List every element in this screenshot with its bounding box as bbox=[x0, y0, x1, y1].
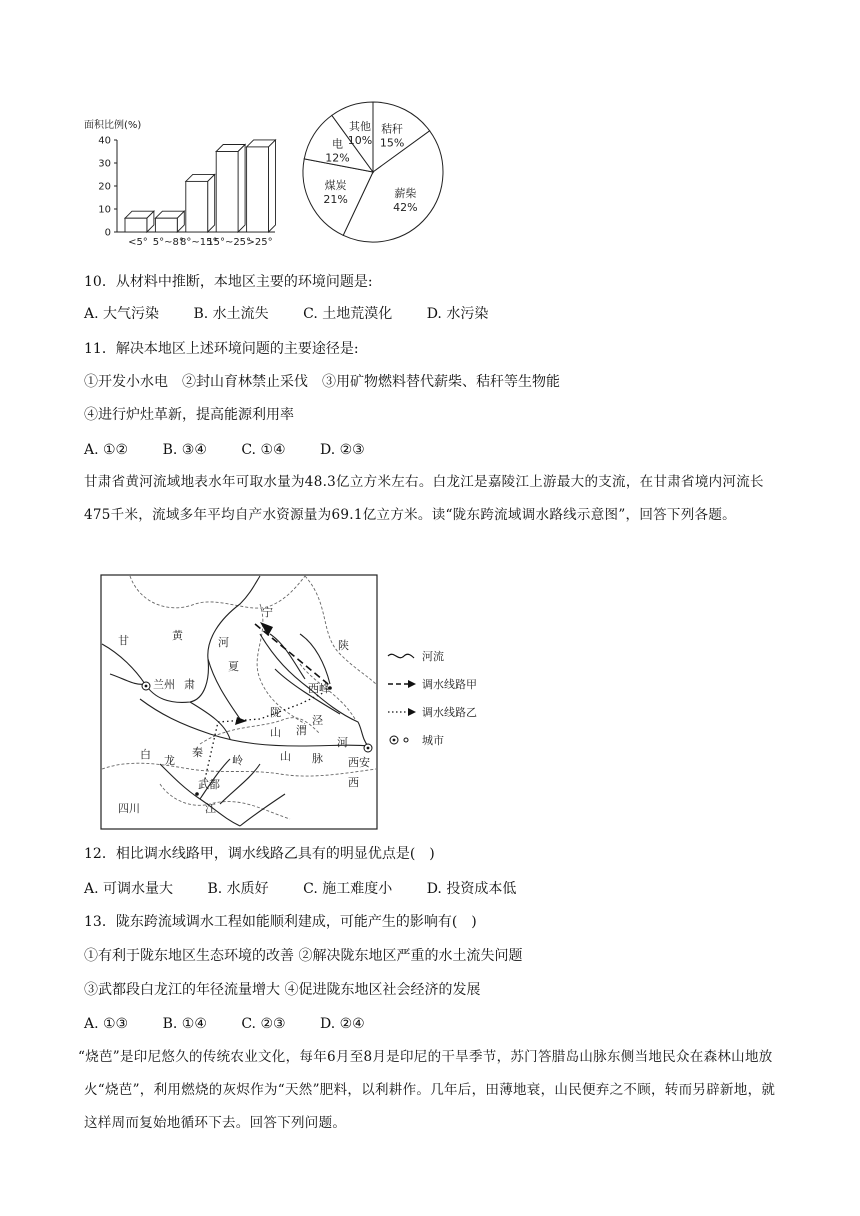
q13-option-c[interactable]: C. ②③ bbox=[241, 1016, 286, 1032]
pie-value-label: 42% bbox=[393, 200, 418, 214]
map-label-mai: 脉 bbox=[312, 752, 323, 765]
city-lanzhou bbox=[142, 682, 150, 690]
y-tick-label: 0 bbox=[104, 227, 111, 239]
legend-city: 城市 bbox=[422, 734, 444, 747]
map-label-long: 陇 bbox=[270, 706, 281, 719]
pie-label: 电 bbox=[332, 137, 344, 151]
x-tick-label: >25° bbox=[246, 237, 273, 248]
q13-option-d[interactable]: D. ②④ bbox=[320, 1016, 365, 1032]
pie-label: 其他 bbox=[349, 120, 372, 134]
map-label-he2: 河 bbox=[337, 736, 348, 749]
q10-stem: 10．从材料中推断，本地区主要的环境问题是: bbox=[84, 274, 373, 290]
bar-chart-ylabel: 面积比例(%) bbox=[84, 120, 142, 131]
map-label-xifeng: 西峰 bbox=[308, 682, 330, 695]
map-label-ning: 宁 bbox=[262, 606, 273, 619]
bar-2 bbox=[186, 174, 215, 232]
q12-stem: 12．相比调水线路甲，调水线路乙具有的明显优点是( ) bbox=[84, 846, 435, 862]
q12-option-c[interactable]: C. 施工难度小 bbox=[303, 881, 393, 897]
map-frame bbox=[101, 575, 377, 829]
map-label-wei: 渭 bbox=[296, 724, 307, 737]
q10-option-c[interactable]: C. 土地荒漠化 bbox=[303, 306, 393, 322]
map-label-xi: 西 bbox=[348, 776, 359, 789]
map-label-jing: 泾 bbox=[312, 714, 323, 727]
q12-option-b[interactable]: B. 水质好 bbox=[207, 881, 269, 897]
q11-items-2: ④进行炉灶革新，提高能源利用率 bbox=[84, 407, 294, 423]
q10-option-d[interactable]: D. 水污染 bbox=[426, 306, 489, 322]
x-tick-label: 5°~8° bbox=[152, 237, 184, 248]
map-label-long2: 龙 bbox=[164, 754, 175, 767]
map-label-bai: 白 bbox=[140, 748, 151, 761]
map-label-xia: 夏 bbox=[228, 660, 239, 673]
q11-stem: 11．解决本地区上述环境问题的主要途径是: bbox=[84, 341, 359, 357]
map-label-sichuan: 四川 bbox=[118, 802, 140, 815]
map-legend bbox=[388, 649, 477, 747]
y-tick-label: 10 bbox=[98, 204, 111, 216]
map-label-qin: 秦 bbox=[192, 746, 203, 759]
city-xian bbox=[364, 744, 372, 752]
map-label-he: 河 bbox=[218, 636, 229, 649]
x-tick-label: 8°~15° bbox=[180, 237, 218, 248]
legend-route-b: 调水线路乙 bbox=[422, 706, 477, 719]
x-tick-label: <5° bbox=[128, 237, 148, 248]
water-transfer-map bbox=[100, 574, 477, 834]
bar-3 bbox=[216, 145, 245, 233]
map-label-shan2: 山 bbox=[280, 750, 291, 763]
pie-label: 秸秆 bbox=[381, 122, 404, 136]
pie-value-label: 15% bbox=[379, 136, 405, 150]
pie-label: 薪柴 bbox=[394, 186, 417, 200]
q11-options bbox=[84, 440, 395, 460]
energy-pie-chart bbox=[290, 98, 460, 248]
legend-river: 河流 bbox=[422, 650, 444, 663]
q11-option-d[interactable]: D. ②③ bbox=[320, 442, 365, 458]
q13-stem: 13．陇东跨流域调水工程如能顺利建成，可能产生的影响有( ) bbox=[84, 914, 477, 930]
bar-0 bbox=[125, 211, 154, 232]
city-wudu bbox=[195, 792, 199, 796]
q13-items-1: ①有利于陇东地区生态环境的改善 ②解决陇东地区严重的水土流失问题 bbox=[84, 948, 523, 964]
q11-items-1: ①开发小水电 ②封山育林禁止采伐 ③用矿物燃料替代薪柴、秸秆等生物能 bbox=[84, 374, 560, 390]
q10-options bbox=[84, 304, 518, 324]
bar-4 bbox=[247, 140, 276, 232]
y-tick-label: 20 bbox=[98, 181, 111, 193]
q13-options bbox=[84, 1014, 395, 1034]
map-label-huang: 黄 bbox=[172, 629, 183, 642]
pie-value-label: 21% bbox=[323, 193, 348, 207]
q10-option-b[interactable]: B. 水土流失 bbox=[193, 306, 269, 322]
map-label-wudu: 武都 bbox=[198, 778, 220, 791]
map-label-gan: 甘 bbox=[118, 634, 129, 647]
pie-value-label: 10% bbox=[347, 134, 373, 148]
q12-options bbox=[84, 879, 546, 899]
map-label-xian: 西安 bbox=[348, 756, 370, 769]
q11-option-b[interactable]: B. ③④ bbox=[162, 442, 207, 458]
map-label-lanzhou: 兰州 bbox=[153, 678, 175, 691]
legend-route-a: 调水线路甲 bbox=[422, 678, 477, 691]
map-label-su: 肃 bbox=[184, 678, 195, 691]
q13-items-2: ③武都段白龙江的年径流量增大 ④促进陇东地区社会经济的发展 bbox=[84, 982, 481, 998]
q11-option-a[interactable]: A. ①② bbox=[84, 442, 129, 458]
q10-option-a[interactable]: A. 大气污染 bbox=[84, 306, 160, 322]
q13-option-a[interactable]: A. ①③ bbox=[84, 1016, 129, 1032]
map-label-ling: 岭 bbox=[232, 754, 243, 767]
y-tick-label: 30 bbox=[98, 158, 111, 170]
q11-option-c[interactable]: C. ①④ bbox=[241, 442, 286, 458]
y-tick-label: 40 bbox=[98, 135, 111, 147]
q12-option-d[interactable]: D. 投资成本低 bbox=[426, 881, 517, 897]
pie-value-label: 12% bbox=[325, 151, 350, 165]
q12-option-a[interactable]: A. 可调水量大 bbox=[84, 881, 174, 897]
map-label-shaan: 陕 bbox=[338, 639, 349, 652]
map-label-shan: 山 bbox=[270, 726, 281, 739]
x-tick-label: 15°~25° bbox=[207, 237, 252, 248]
bar-1 bbox=[155, 211, 184, 232]
q13-option-b[interactable]: B. ①④ bbox=[162, 1016, 207, 1032]
passage-slash-and-burn: “烧芭”是印尼悠久的传统农业文化，每年6月至8月是印尼的干旱季节，苏门答腊岛山脉东侧当地民众在森林山地放火“烧芭”，利用燃烧的灰烬作为“天然”肥料，以利耕作。几年后，田薄地衰，山民便弃之不顾，转而另辟新地，就这样周而复始地循环下去。回答下列问题。 bbox=[78, 1049, 776, 1131]
slope-bar-chart bbox=[80, 110, 280, 250]
legend-river-symbol bbox=[388, 654, 414, 658]
pie-label: 煤炭 bbox=[324, 179, 347, 193]
passage-water-transfer: 甘肃省黄河流域地表水年可取水量为48.3亿立方米左右。白龙江是嘉陵江上游最大的支流，在甘肃省境内河流长475千米，流域多年平均自产水资源量为69.1亿立方米。读“陇东跨流域调水路线示意图”，回答下列各题。 bbox=[84, 474, 764, 523]
map-label-jiang: 江 bbox=[205, 802, 216, 815]
